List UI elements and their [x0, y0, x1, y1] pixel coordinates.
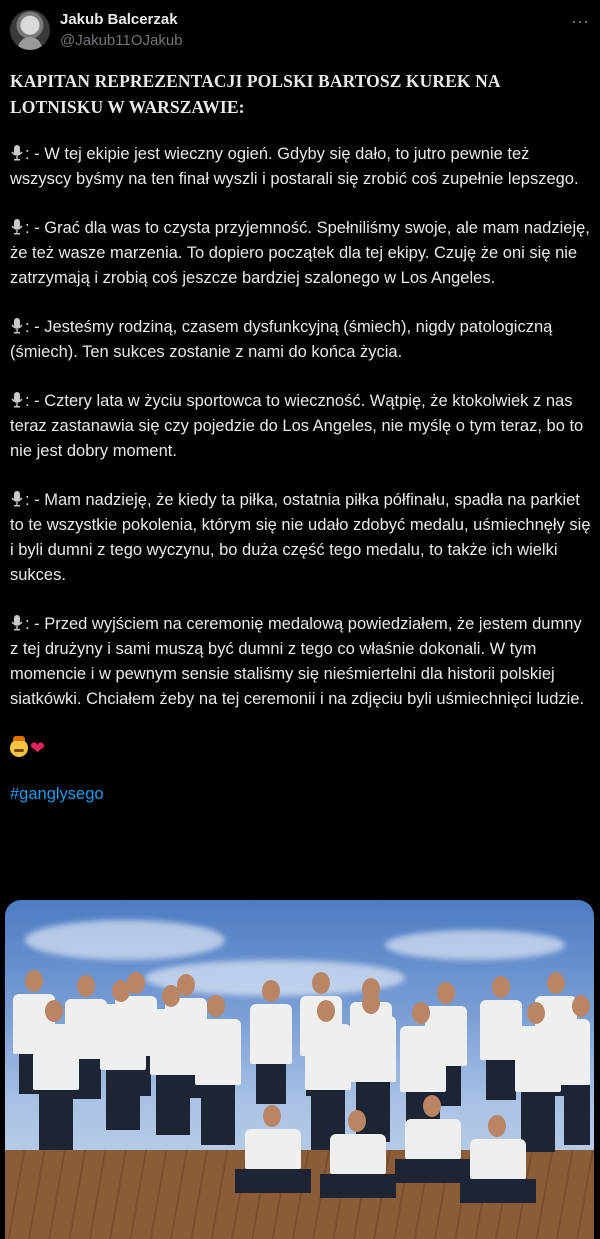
- author-name[interactable]: Jakub Balcerzak: [60, 11, 178, 28]
- quote-paragraph: [10, 142, 594, 192]
- quote-text: : - Mam nadzieję, że kiedy ta piłka, ostatnia piłka półfinału, spadła na parkiet to te wszystkie pokolenia, którym się nie udało zdobyć medalu, uśmiechnęły się i byli dumni z tego wyczynu, bo duża część tego medalu, to także ich wielki sukces.: [10, 491, 591, 584]
- saluting-face-icon: [10, 739, 28, 757]
- cloud-shape: [25, 920, 225, 960]
- microphone-icon: [10, 615, 24, 631]
- tweet-header: [10, 10, 590, 54]
- microphone-icon: [10, 491, 24, 507]
- red-heart-icon: ❤: [30, 738, 46, 758]
- hashtag-link[interactable]: #ganglysego: [10, 785, 104, 803]
- microphone-icon: [10, 145, 24, 161]
- quote-paragraph: [10, 315, 594, 365]
- quote-paragraph: [10, 389, 594, 464]
- quote-text: : - Grać dla was to czysta przyjemność. Spełniliśmy swoje, ale mam nadzieję, że też wasze marzenia. To dopiero początek dla tej ekipy. Czuję że oni się nie zatrzymają i zrobią coś jeszcze bardziej szalonego w Los Angeles.: [10, 219, 590, 287]
- tweet-headline: KAPITAN REPREZENTACJI POLSKI BARTOSZ KUREK NA LOTNISKU W WARSZAWIE:: [10, 71, 500, 117]
- quote-text: : - W tej ekipie jest wieczny ogień. Gdyby się dało, to jutro pewnie też wszyscy byśmy na ten finał wyszli i postarali się zrobić coś zupełnie lepszego.: [10, 145, 579, 188]
- quote-text: : - Jesteśmy rodziną, czasem dysfunkcyjną (śmiech), nigdy patologiczną (śmiech). Ten sukces zostanie z nami do końca życia.: [10, 318, 553, 361]
- cloud-shape: [385, 930, 565, 960]
- more-options-icon[interactable]: ⋯: [571, 12, 590, 32]
- microphone-icon: [10, 219, 24, 235]
- avatar[interactable]: [10, 10, 50, 50]
- team-photo[interactable]: [5, 900, 594, 1239]
- microphone-icon: [10, 392, 24, 408]
- quote-text: : - Cztery lata w życiu sportowca to wieczność. Wątpię, że ktokolwiek z nas teraz zastanawia się czy pojedzie do Los Angeles, nie myślę o tym teraz, bo to nie jest dobry moment.: [10, 392, 584, 460]
- quote-text: : - Przed wyjściem na ceremonię medalową powiedziałem, że jestem dumny z tej drużyny i sami muszą być dumni z tego co właśnie dokonali. W tym momencie i w pewnym sensie staliśmy się nieśmiertelni dla historii polskiej siatkówki. Chciałem żeby na tej ceremonii i na zdjęciu byli uśmiechnięci ludzie.: [10, 615, 585, 708]
- microphone-icon: [10, 318, 24, 334]
- tweet-text: [10, 68, 594, 807]
- quote-paragraph: [10, 488, 594, 588]
- quote-paragraph: [10, 612, 594, 712]
- quote-paragraph: [10, 216, 594, 291]
- author-handle[interactable]: @Jakub11OJakub: [60, 32, 183, 49]
- emoji-row: [10, 736, 594, 760]
